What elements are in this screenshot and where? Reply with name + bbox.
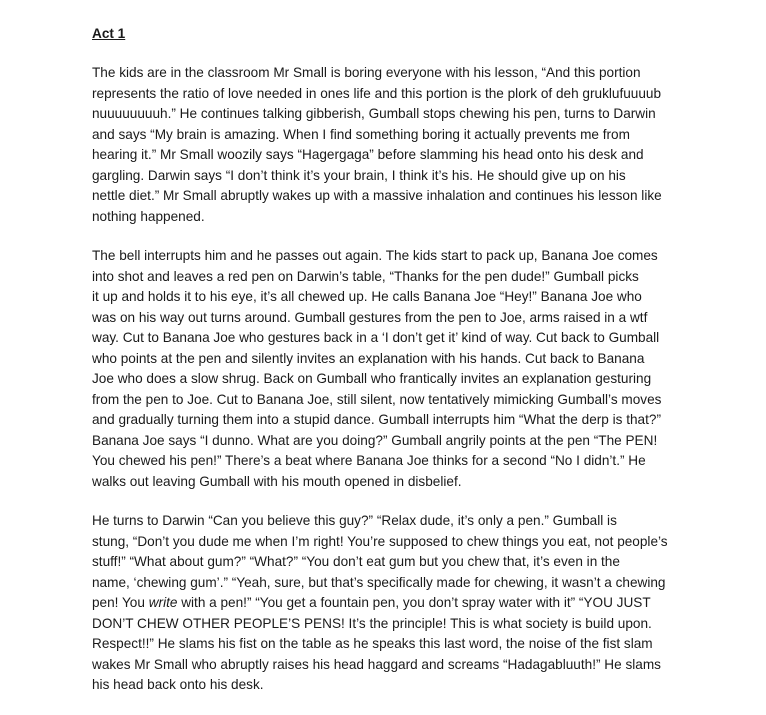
text-line: nettle diet.” Mr Small abruptly wakes up with a massive inhalation and continues his lesson like xyxy=(92,188,662,203)
text-line: He turns to Darwin “Can you believe this guy?” “Relax dude, it’s only a pen.” Gumball is xyxy=(92,513,617,528)
document-page xyxy=(92,24,684,715)
italic-word: write xyxy=(148,595,178,610)
paragraph-1 xyxy=(92,63,684,227)
paragraph-3 xyxy=(92,511,684,696)
text-line: name, ‘chewing gum’.” “Yeah, sure, but that’s specifically made for chewing, it wasn’t a chewing xyxy=(92,574,666,590)
text-line: was on his way out turns around. Gumball gestures from the pen to Joe, arms raised in a wtf xyxy=(92,309,648,325)
text-line: into shot and leaves a red pen on Darwin’s table, “Thanks for the pen dude!” Gumball picks xyxy=(92,268,639,284)
text-segment: pen! You xyxy=(92,595,149,610)
text-line: walks out leaving Gumball with his mouth opened in disbelief. xyxy=(92,473,462,489)
text-line: Respect!!” He slams his fist on the table as he speaks this last word, the noise of the fist slam xyxy=(92,636,653,651)
text-line: wakes Mr Small who abruptly raises his head haggard and screams “Hadagabluuth!” He slams xyxy=(92,656,661,672)
text-line: from the pen to Joe. Cut to Banana Joe, still silent, now tentatively mimicking Gumball’s moves xyxy=(92,391,662,407)
text-line: his head back onto his desk. xyxy=(92,677,264,692)
text-line: DON’T CHEW OTHER PEOPLE’S PENS! It’s the principle! This is what society is build upon. xyxy=(92,615,652,631)
text-line: nuuuuuuuuh.” He continues talking gibberish, Gumball stops chewing his pen, turns to Darwin xyxy=(92,106,656,121)
text-line: way. Cut to Banana Joe who gestures back in a ‘I don’t get it’ kind of way. Cut back to Gumball xyxy=(92,330,660,345)
text-line: who points at the pen and silently invites an explanation with his hands. Cut back to Banana xyxy=(92,350,645,366)
text-line: stuff!” “What about gum?” “What?” “You don’t eat gum but you chew that, it’s even in the xyxy=(92,554,620,569)
text-line: hearing it.” Mr Small woozily says “Hagergaga” before slamming his head onto his desk and xyxy=(92,147,644,162)
text-line: The bell interrupts him and he passes out again. The kids start to pack up, Banana Joe comes xyxy=(92,248,658,263)
text-line: represents the ratio of love needed in ones life and this portion is the plork of deh gruklufuuuub xyxy=(92,85,662,101)
act-heading: Act 1 xyxy=(92,26,126,41)
text-segment: with a pen!” “You get a fountain pen, you don’t spray water with it” “YOU JUST xyxy=(177,595,651,610)
text-line: The kids are in the classroom Mr Small is boring everyone with his lesson, “And this portion xyxy=(92,65,641,80)
text-line: Joe who does a slow shrug. Back on Gumball who frantically invites an explanation gesturing xyxy=(92,371,652,386)
text-line: and gradually turning them into a stupid dance. Gumball interrupts him “What the derp is that?” xyxy=(92,412,661,427)
text-line-mixed xyxy=(92,593,684,614)
text-line: and says “My brain is amazing. When I find something boring it actually prevents me from xyxy=(92,126,630,142)
text-line: it up and holds it to his eye, it’s all chewed up. He calls Banana Joe “Hey!” Banana Joe who xyxy=(92,289,642,304)
text-line: Banana Joe says “I dunno. What are you doing?” Gumball angrily points at the pen “The PEN! xyxy=(92,432,658,448)
text-line: nothing happened. xyxy=(92,208,205,224)
text-line: gargling. Darwin says “I don’t think it’s your brain, I think it’s his. He should give up on his xyxy=(92,167,626,183)
text-line: stung, “Don’t you dude me when I’m right! You’re supposed to chew things you eat, not people’s xyxy=(92,533,668,549)
text-line: You chewed his pen!” There’s a beat where Banana Joe thinks for a second “No I didn’t.” He xyxy=(92,453,646,468)
paragraph-2 xyxy=(92,246,684,492)
